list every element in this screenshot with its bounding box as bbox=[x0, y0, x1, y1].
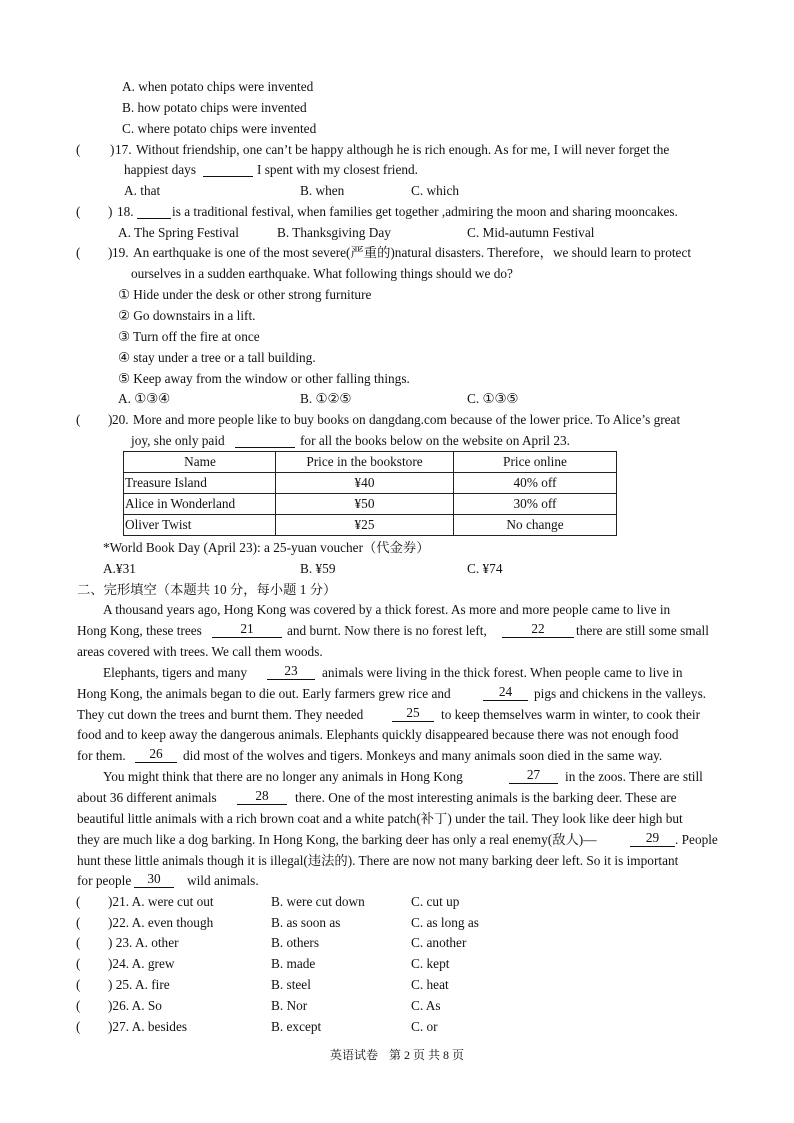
footer-subject: 英语试卷 bbox=[329, 1048, 378, 1062]
passage-line: hunt these little animals though it is illegal(违法的). There are now not many barking deer left. So it is important bbox=[77, 853, 679, 868]
q19-item: ④ stay under a tree or a tall building. bbox=[118, 350, 316, 365]
q20-options: A.¥31 B. ¥59 C. ¥74 bbox=[103, 561, 503, 576]
table-header-cell: Price online bbox=[454, 452, 617, 473]
table-row bbox=[124, 515, 617, 536]
blank-30: 30 bbox=[134, 871, 174, 888]
table-cell: 30% off bbox=[454, 494, 617, 515]
q19-item: ⑤ Keep away from the window or other falling things. bbox=[118, 371, 410, 386]
blank-27: 27 bbox=[509, 767, 558, 784]
table-cell: ¥25 bbox=[276, 515, 454, 536]
q20-line2: joy, she only paid for all the books below on the website on April 23. bbox=[131, 433, 570, 448]
passage-line: Elephants, tigers and many 23 animals were living in the thick forest. When people came to live in bbox=[103, 663, 683, 680]
blank-23: 23 bbox=[267, 663, 315, 680]
blank-25: 25 bbox=[392, 705, 434, 722]
table-cell: ¥40 bbox=[276, 473, 454, 494]
cloze-question: ( )26. A. So B. Nor C. As bbox=[76, 998, 441, 1013]
blank-28: 28 bbox=[237, 788, 287, 805]
footer-page: 第 2 页 共 8 页 bbox=[389, 1048, 465, 1062]
q19-line1: ( ) 19. An earthquake is one of the most severe(严重的)natural disasters. Therefore，we should learn to protect bbox=[76, 245, 692, 260]
table-header-row bbox=[124, 452, 617, 473]
cloze-question: ( )27. A. besides B. except C. or bbox=[76, 1019, 438, 1034]
passage-line: You might think that there are no longer any animals in Hong Kong 27 in the zoos. There are still bbox=[103, 767, 703, 784]
blank-22: 22 bbox=[502, 621, 574, 638]
table-row bbox=[124, 473, 617, 494]
q18-options: A. The Spring Festival B. Thanksgiving Day C. Mid-autumn Festival bbox=[118, 225, 595, 240]
table-cell: 40% off bbox=[454, 473, 617, 494]
q19-item: ② Go downstairs in a lift. bbox=[118, 308, 256, 323]
table-cell: Treasure Island bbox=[124, 473, 276, 494]
q19-options: A. ①③④ B. ①②⑤ C. ①③⑤ bbox=[118, 391, 519, 406]
cloze-question: ( )21. A. were cut out B. were cut down C. cut up bbox=[76, 894, 460, 909]
passage-line: for people 30 wild animals. bbox=[77, 871, 259, 888]
table-cell: Alice in Wonderland bbox=[124, 494, 276, 515]
q17-line2: happiest days I spent with my closest friend. bbox=[124, 162, 419, 177]
q16-option-b: B. how potato chips were invented bbox=[122, 100, 307, 115]
table-cell: ¥50 bbox=[276, 494, 454, 515]
passage-line: for them. 26 did most of the wolves and tigers. Monkeys and many animals soon died in the same way. bbox=[77, 746, 663, 763]
blank-29: 29 bbox=[630, 830, 675, 847]
cloze-question: ( ) 25. A. fire B. steel C. heat bbox=[76, 977, 449, 992]
cloze-question: ( )24. A. grew B. made C. kept bbox=[76, 956, 450, 971]
q17-line1: ( ) 17. Without friendship, one can’t be happy although he is rich enough. As for me, I will never forget the bbox=[76, 142, 670, 157]
answer-blank bbox=[235, 431, 295, 448]
table-row bbox=[124, 494, 617, 515]
cloze-question: ( ) 23. A. other B. others C. another bbox=[76, 935, 467, 950]
page-footer bbox=[0, 1046, 794, 1063]
table-cell: Oliver Twist bbox=[124, 515, 276, 536]
q20-line1: ( ) 20. More and more people like to buy books on dangdang.com because of the lower price. To Alice’s great bbox=[76, 412, 681, 427]
q18-line: ( ) 18. is a traditional festival, when families get together ,admiring the moon and sharing mooncakes. bbox=[76, 204, 678, 219]
blank-21: 21 bbox=[212, 621, 282, 638]
q16-option-a: A. when potato chips were invented bbox=[122, 79, 314, 94]
passage-line: Hong Kong, the animals began to die out. Early farmers grew rice and 24 pigs and chickens in the valleys. bbox=[77, 684, 707, 701]
section-title: 二、完形填空（本题共 10 分，每小题 1 分） bbox=[77, 582, 337, 597]
passage-line: They cut down the trees and burnt them. They needed 25 to keep themselves warm in winter, to cook their bbox=[77, 705, 701, 722]
table-header-cell: Price in the bookstore bbox=[276, 452, 454, 473]
blank-24: 24 bbox=[483, 684, 528, 701]
q19-item: ③ Turn off the fire at once bbox=[118, 329, 260, 344]
price-table bbox=[123, 451, 617, 536]
q17-options: A. that B. when C. which bbox=[124, 183, 460, 198]
passage-line: food and to keep away the dangerous animals. Elephants quickly disappeared because there was not enough food bbox=[77, 727, 679, 742]
q19-line2: ourselves in a sudden earthquake. What following things should we do? bbox=[131, 266, 513, 281]
passage-line: they are much like a dog barking. In Hong Kong, the barking deer has only a real enemy(敌人)— 29 . People bbox=[77, 830, 718, 847]
passage-line: beautiful little animals with a rich brown coat and a white patch(补丁) under the tail. They look like deer high but bbox=[77, 811, 683, 826]
q19-item: ① Hide under the desk or other strong furniture bbox=[118, 287, 372, 302]
passage-line: A thousand years ago, Hong Kong was covered by a thick forest. As more and more people came to live in bbox=[103, 602, 671, 617]
table-header-cell: Name bbox=[124, 452, 276, 473]
passage-line: about 36 different animals 28 there. One of the most interesting animals is the barking deer. These are bbox=[77, 788, 677, 805]
q16-option-c: C. where potato chips were invented bbox=[122, 121, 317, 136]
answer-blank bbox=[203, 160, 253, 177]
table-cell: No change bbox=[454, 515, 617, 536]
q20-note: *World Book Day (April 23): a 25-yuan voucher（代金券） bbox=[103, 540, 430, 555]
passage-line: Hong Kong, these trees 21 and burnt. Now there is no forest left, 22 there are still some small bbox=[77, 621, 709, 638]
cloze-question: ( )22. A. even though B. as soon as C. as long as bbox=[76, 915, 479, 930]
blank-26: 26 bbox=[135, 746, 177, 763]
passage-line: areas covered with trees. We call them woods. bbox=[77, 644, 323, 659]
answer-blank bbox=[137, 202, 171, 219]
